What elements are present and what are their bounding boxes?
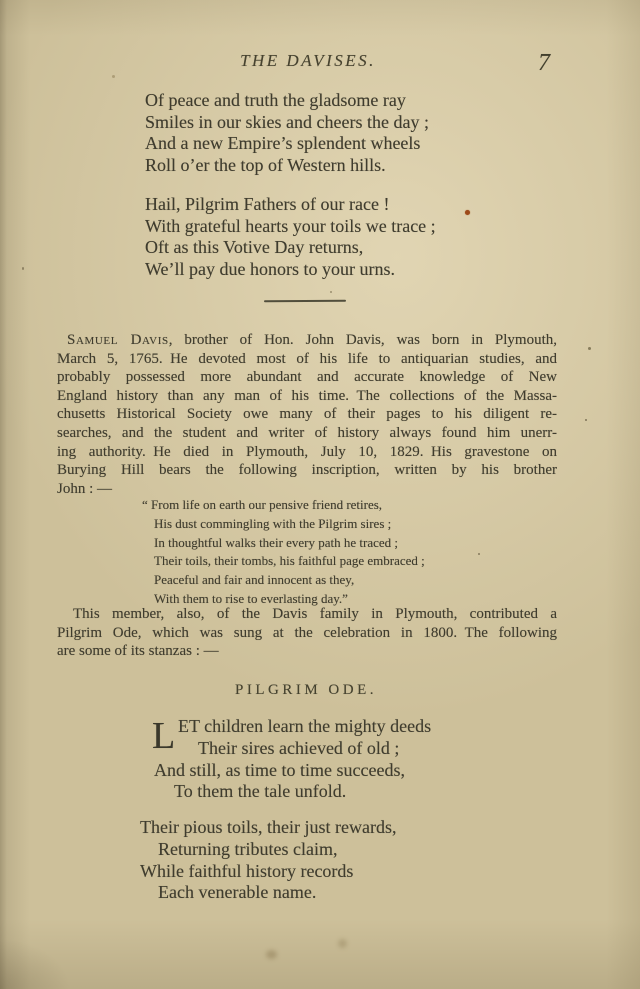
poem-line: Their pious toils, their just rewards,: [140, 817, 397, 837]
ode-stanza-1: [152, 716, 431, 803]
ode-intro-paragraph: [57, 605, 557, 661]
poem-line: ET children learn the mighty deeds: [178, 716, 432, 736]
paper-speck: [112, 75, 115, 78]
poem-line: And a new Empire’s splendent wheels: [145, 133, 421, 153]
paper-speck: [330, 291, 332, 293]
prose-line: England history than any man of his time. The collections of the Massa-: [57, 387, 557, 404]
poem-line: Of peace and truth the gladsome ray: [145, 90, 406, 110]
prose-line: March 5, 1765. He devoted most of his life to antiquarian studies, and: [57, 350, 557, 367]
inscription-line: Their toils, their tombs, his faithful page embraced ;: [154, 553, 425, 569]
prose-line: ing authority. He died in Plymouth, July 10, 1829. His gravestone on: [57, 443, 557, 460]
prose-line: This member, also, of the Davis family in Plymouth, contributed a: [73, 606, 557, 622]
drop-cap-letter: L: [152, 715, 176, 757]
paper-smudge: [266, 950, 277, 959]
person-name-smallcaps: Samuel Davis: [67, 332, 169, 348]
paper-speck: [478, 553, 480, 555]
paper-speck: [588, 347, 591, 350]
poem-line: We’ll pay due honors to your urns.: [145, 258, 396, 279]
poem-line: Their sires achieved of old ;: [198, 737, 400, 758]
prose-line: are some of its stanzas : —: [57, 643, 219, 660]
red-ink-speck: [465, 210, 470, 215]
gravestone-inscription: [142, 496, 425, 609]
inscription-line: Peaceful and fair and innocent as they,: [154, 572, 355, 588]
prose-line: John : —: [57, 480, 113, 497]
prose-line: Pilgrim Ode, which was sung at the celebration in 1800. The following: [57, 624, 557, 641]
inscription-line: “ From life on earth our pensive friend retires,: [142, 497, 383, 512]
inscription-line: His dust commingling with the Pilgrim sires ;: [154, 515, 392, 531]
poem-line: Hail, Pilgrim Fathers of our race !: [145, 194, 390, 214]
prose-line: probably possessed more abundant and accurate knowledge of New: [57, 369, 557, 386]
poem-line: To them the tale unfold.: [174, 781, 347, 802]
ode-stanza-2: [140, 817, 396, 904]
poem-line: And still, as time to time succeeds,: [154, 759, 405, 780]
paper-speck: [22, 267, 24, 270]
poem-line: Returning tributes claim,: [158, 838, 338, 859]
inscription-line: In thoughtful walks their every path he traced ;: [154, 534, 399, 550]
poem-line: Smiles in our skies and cheers the day ;: [145, 111, 429, 132]
poem-stanza-2: [145, 194, 436, 280]
poem-line: Oft as this Votive Day returns,: [145, 237, 364, 257]
ode-heading: PILGRIM ODE.: [235, 682, 377, 698]
prose-line: [57, 331, 557, 350]
prose-line-text: , brother of Hon. John Davis, was born in Plymouth,: [168, 332, 557, 348]
poem-line: Roll o’er the top of Western hills.: [145, 154, 386, 175]
prose-line: searches, and the student and writer of history always found him unerr-: [57, 424, 557, 441]
poem-line: Each venerable name.: [158, 882, 317, 903]
running-head-title: THE DAVISES.: [240, 51, 376, 70]
prose-line: Burying Hill bears the following inscription, written by his brother: [57, 462, 557, 479]
page-number: 7: [538, 50, 550, 76]
section-divider-rule: [264, 300, 346, 303]
poem-stanza-1: [145, 90, 429, 176]
poem-line: While faithful history records: [140, 860, 354, 881]
inscription-line: With them to rise to everlasting day.”: [154, 590, 348, 606]
prose-line: chusetts Historical Society owe many of their pages to his diligent re-: [57, 406, 557, 423]
poem-line: With grateful hearts your toils we trace ;: [145, 215, 436, 236]
paper-speck: [585, 419, 587, 421]
biography-paragraph: [57, 331, 557, 498]
paper-smudge: [338, 939, 347, 948]
